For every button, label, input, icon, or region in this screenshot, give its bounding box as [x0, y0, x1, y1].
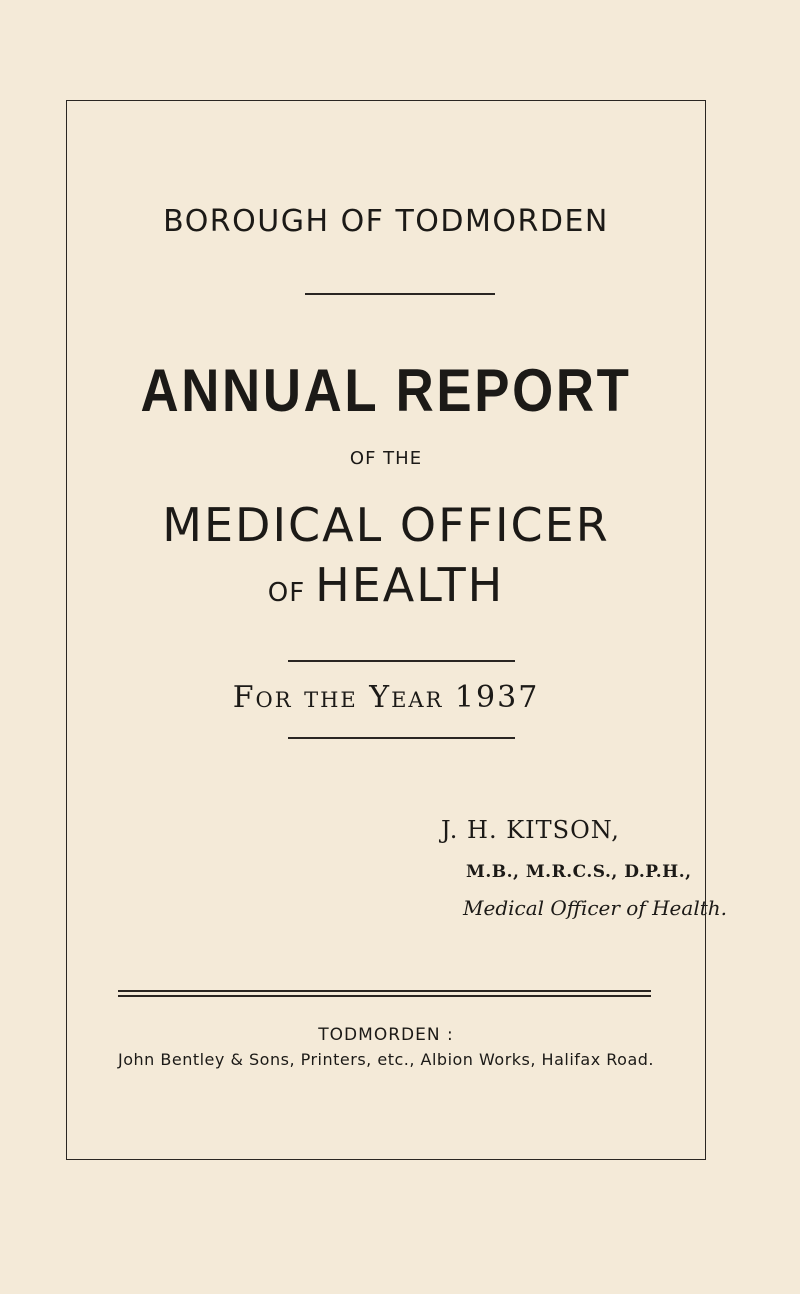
double-rule-top — [118, 990, 651, 992]
author-role: Medical Officer of Health. — [463, 896, 727, 920]
imprint-town: TODMORDEN : — [318, 1025, 454, 1045]
health-text: HEALTH — [315, 558, 505, 612]
imprint-printer: John Bentley & Sons, Printers, etc., Albion Works, Halifax Road. — [118, 1050, 654, 1069]
borough-heading: BOROUGH OF TODMORDEN — [163, 204, 609, 239]
divider-middle-lower — [288, 737, 515, 739]
of-text: OF — [267, 578, 306, 608]
report-year: For the Year 1937 — [232, 680, 540, 715]
double-rule-bottom — [118, 995, 651, 997]
divider-top — [305, 293, 495, 295]
divider-middle-upper — [288, 660, 515, 662]
of-the-text: OF THE — [349, 448, 423, 469]
page-border — [66, 100, 706, 1160]
report-title: ANNUAL REPORT — [140, 357, 632, 424]
author-degrees: M.B., M.R.C.S., D.P.H., — [466, 862, 692, 882]
medical-officer-text: MEDICAL OFFICER — [162, 498, 610, 552]
of-health-line — [66, 558, 706, 612]
author-name: J. H. KITSON, — [441, 816, 620, 844]
